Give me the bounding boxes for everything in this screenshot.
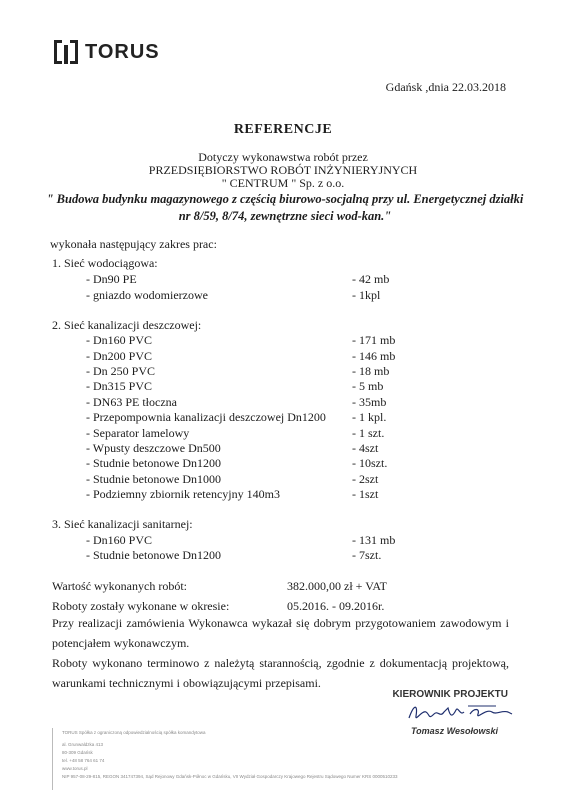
period-label: Roboty zostały wykonane w okresie: — [52, 599, 230, 613]
list-item-qty: - 1 kpl. — [352, 410, 387, 424]
signature-name: Tomasz Wesołowski — [410, 726, 498, 736]
subject-line: Dotyczy wykonawstwa robót przez — [198, 150, 368, 164]
period-value: 05.2016. - 09.2016r. — [287, 599, 385, 613]
list-item: - Separator lamelowy — [86, 426, 190, 440]
list-item-qty: - 4szt — [352, 441, 379, 455]
list-item-qty: - 1szt — [352, 487, 379, 501]
list-item-qty: - 42 mb — [352, 272, 390, 286]
subject-line: PRZEDSIĘBIORSTWO ROBÓT INŻYNIERYJNYCH — [148, 163, 418, 177]
list-item: - DN63 PE tłoczna — [86, 395, 177, 409]
torus-logo-icon — [54, 40, 78, 64]
footer-line: al. Grunwaldzka 413 — [62, 742, 104, 747]
list-item-qty: - 18 mb — [352, 364, 390, 378]
list-item-qty: - 171 mb — [352, 333, 396, 347]
list-item: - Dn 250 PVC — [86, 364, 156, 378]
list-item-qty: - 7szt. — [352, 548, 382, 562]
paragraph: Przy realizacji zamówienia Wykonawca wykazał się dobrym przygotowaniem zawodowym i potencjałem wykonawczym. — [52, 616, 509, 650]
list-item-qty: - 131 mb — [352, 533, 396, 547]
list-item: - Wpusty deszczowe Dn500 — [86, 441, 221, 455]
list-item-qty: - 35mb — [352, 395, 387, 409]
subject-line: " CENTRUM " Sp. z o.o. — [221, 176, 345, 190]
list-item: - Podziemny zbiornik retencyjny 140m3 — [86, 487, 280, 501]
list-item: - Dn160 PVC — [86, 333, 153, 347]
paragraph: Roboty wykonano terminowo z należytą starannością, zgodnie z dokumentacją projektową, warunkami technicznymi i obowiązującymi przepisami. — [52, 656, 509, 690]
footer-line: 80-309 Gdańsk — [62, 750, 93, 755]
list-item: - Studnie betonowe Dn1000 — [86, 472, 221, 486]
list-item-qty: - 1kpl — [352, 288, 381, 302]
project-title: nr 8/59, 8/74, zewnętrzne sieci wod-kan." — [178, 209, 392, 223]
value-amount: 382.000,00 zł + VAT — [287, 579, 387, 593]
signature-title: KIEROWNIK PROJEKTU — [392, 689, 508, 700]
footer-line: www.torus.pl — [62, 766, 88, 771]
list-item: - Dn160 PVC — [86, 533, 153, 547]
list-item: - Studnie betonowe Dn1200 — [86, 456, 221, 470]
list-item: - Przepompownia kanalizacji deszczowej Dn1200 — [86, 410, 326, 424]
section-heading: 3. Sieć kanalizacji sanitarnej: — [52, 517, 193, 531]
footer-line: NIP 957-08-29-815, REGON 341747394, Sąd Rejonowy Gdańsk-Północ w Gdańsku, VII Wydział Gospodarczy Krajowego Rejestru Sądowego Numer KRS 0000510233 — [62, 774, 398, 779]
list-item-qty: - 146 mb — [352, 349, 396, 363]
handwritten-signature — [406, 700, 516, 726]
list-item-qty: - 5 mb — [352, 379, 384, 393]
list-item-qty: - 10szt. — [352, 456, 388, 470]
footer-line: tel. +48 58 764 61 74 — [62, 758, 105, 763]
value-label: Wartość wykonanych robót: — [52, 579, 187, 593]
list-item: - Dn315 PVC — [86, 379, 153, 393]
list-item-qty: - 1 szt. — [352, 426, 385, 440]
document-title: REFERENCJE — [233, 122, 333, 137]
list-item: - Studnie betonowe Dn1200 — [86, 548, 221, 562]
list-item: - Dn200 PVC — [86, 349, 153, 363]
footer-divider — [52, 728, 53, 790]
section-heading: 1. Sieć wodociągowa: — [52, 256, 158, 270]
list-item: - Dn90 PE — [86, 272, 137, 286]
project-title: " Budowa budynku magazynowego z częścią biurowo-socjalną przy ul. Energetycznej działki — [46, 192, 524, 206]
footer-line: TORUS Spółka z ograniczoną odpowiedzialnością spółka komandytowa — [62, 730, 206, 735]
company-logo — [54, 39, 160, 65]
list-item-qty: - 2szt — [352, 472, 379, 486]
company-name: TORUS — [85, 40, 160, 63]
date-line: Gdańsk ,dnia 22.03.2018 — [385, 80, 506, 94]
list-item: - gniazdo wodomierzowe — [86, 288, 208, 302]
section-heading: 2. Sieć kanalizacji deszczowej: — [52, 318, 202, 332]
intro-text: wykonała następujący zakres prac: — [50, 237, 217, 251]
